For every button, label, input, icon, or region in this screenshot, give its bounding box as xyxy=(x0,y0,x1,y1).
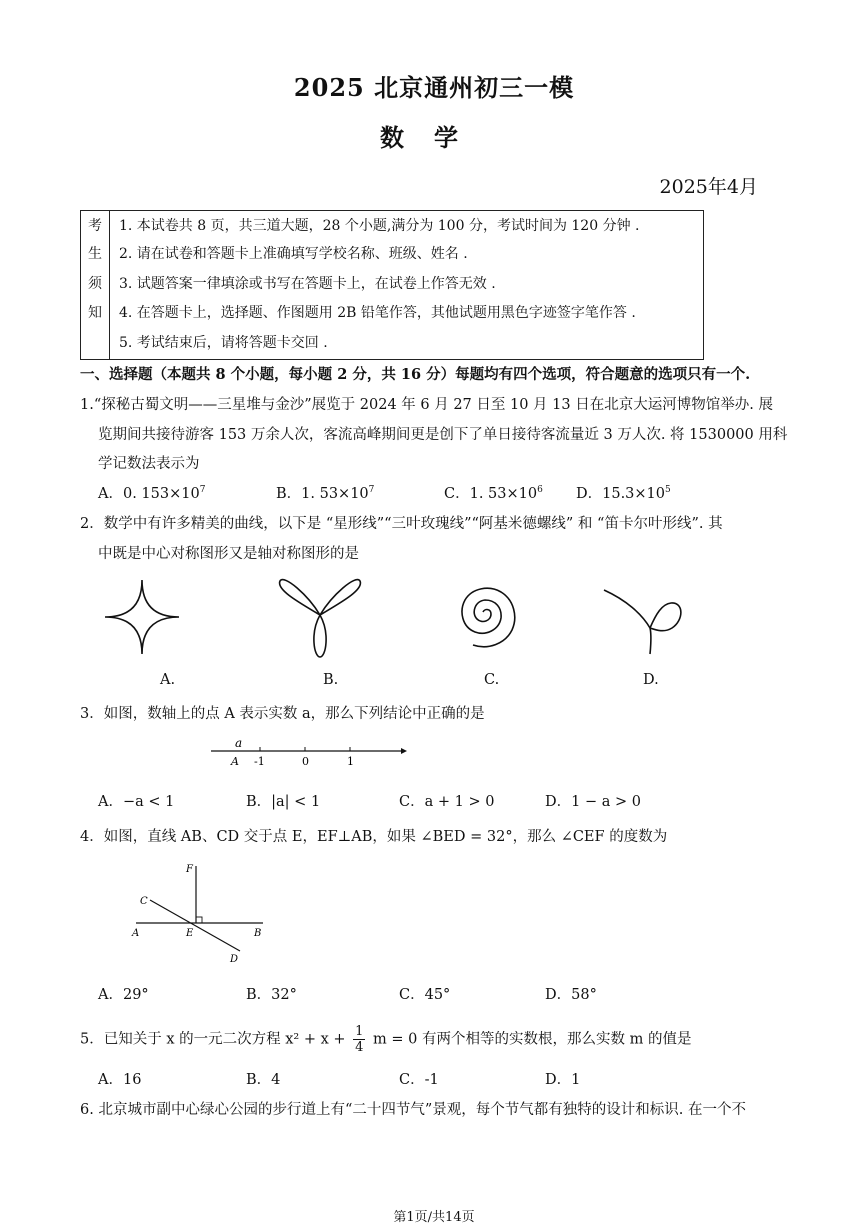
q4-line: 4．如图，直线 AB、CD 交于点 E，EF⊥AB，如果 ∠BED = 32°，那么 ∠CEF 的度数为 xyxy=(80,829,668,845)
q1-line: 学记数法表示为 xyxy=(98,456,200,472)
q5-pre: 5．已知关于 x 的一元二次方程 x² + x + xyxy=(80,1031,346,1048)
number-line-tick: 1 xyxy=(347,755,354,768)
rose-curve-figure xyxy=(270,575,370,665)
q3-option-c: C．a + 1 > 0 xyxy=(399,794,495,810)
q1-option-a-base: A．0. 153×10 xyxy=(98,486,200,502)
q2-caption-a: A. xyxy=(160,672,176,688)
notice-item: 1. 本试卷共 8 页，共三道大题，28 个小题,满分为 100 分，考试时间为 120 分钟 . xyxy=(119,218,640,234)
notice-label xyxy=(81,211,110,359)
q5-post: m = 0 有两个相等的实数根，那么实数 m 的值是 xyxy=(373,1031,692,1048)
label-e: E xyxy=(186,928,194,939)
q1-option-a-exp: 7 xyxy=(199,485,206,496)
number-line-point-a: A xyxy=(231,755,239,768)
notice-item: 3. 试题答案一律填涂或书写在答题卡上，在试卷上作答无效 . xyxy=(119,276,496,292)
label-c: C xyxy=(140,896,148,907)
notice-item: 5. 考试结束后，请将答题卡交回 . xyxy=(119,335,328,351)
q2-caption-d: D. xyxy=(643,672,659,688)
section-heading: 一、选择题（本题共 8 个小题，每小题 2 分，共 16 分）每题均有四个选项，符合题意的选项只有一个. xyxy=(80,366,751,383)
q4-option-c: C．45° xyxy=(399,987,451,1003)
q1-option-d-exp: 5 xyxy=(665,485,671,496)
q5-line xyxy=(80,1024,691,1055)
q2-caption-c: C. xyxy=(484,672,500,688)
q1-line: 1.“探秘古蜀文明——三星堆与金沙”展览于 2024 年 6 月 27 日至 10 月 13 日在北京大运河博物馆举办. 展 xyxy=(80,397,773,413)
q3-line: 3．如图，数轴上的点 A 表示实数 a，那么下列结论中正确的是 xyxy=(80,706,485,722)
label-a: A xyxy=(132,928,140,939)
number-line-tick: 0 xyxy=(302,755,309,768)
q4-option-a: A．29° xyxy=(98,987,149,1003)
number-line-figure xyxy=(205,735,410,770)
q1-option-b-exp: 7 xyxy=(368,485,375,496)
q1-option-b xyxy=(276,482,374,503)
number-line-a-label: a xyxy=(235,736,243,750)
q1-option-c-exp: 6 xyxy=(537,485,543,496)
q1-line: 览期间共接待游客 153 万余人次，客流高峰期间更是创下了单日接待客流量近 3 万人次. 将 1530000 用科 xyxy=(98,427,788,443)
intersecting-lines-figure xyxy=(128,858,273,968)
q1-option-d xyxy=(576,482,671,503)
notice-item: 2. 请在试卷和答题卡上准确填写学校名称、班级、姓名 . xyxy=(119,246,468,262)
notice-label-char: 考 xyxy=(88,218,102,234)
label-d: D xyxy=(230,954,239,965)
label-f: F xyxy=(186,864,193,875)
astroid-figure xyxy=(95,575,195,660)
q1-option-c xyxy=(444,482,543,503)
q5-fraction xyxy=(353,1024,365,1055)
spiral-figure xyxy=(438,572,533,657)
folium-figure xyxy=(598,578,693,658)
q6-line: 6. 北京城市副中心绿心公园的步行道上有“二十四节气”景观，每个节气都有独特的设计和标识. 在一个不 xyxy=(80,1102,746,1118)
q4-option-b: B．32° xyxy=(246,987,297,1003)
q2-line: 2．数学中有许多精美的曲线，以下是 “星形线”“三叶玫瑰线”“阿基米德螺线” 和 “笛卡尔叶形线”. 其 xyxy=(80,516,723,532)
number-line-tick: -1 xyxy=(254,755,265,768)
q5-option-b: B．4 xyxy=(246,1072,281,1088)
notice-box xyxy=(80,210,704,360)
q1-option-a xyxy=(98,482,205,503)
q5-option-c: C．-1 xyxy=(399,1072,439,1088)
page-footer: 第1页/共14页 xyxy=(393,1210,475,1225)
exam-title: 2025 北京通州初三一模 xyxy=(293,73,575,102)
q3-option-b: B．|a| < 1 xyxy=(246,794,321,810)
q1-option-b-base: B．1. 53×10 xyxy=(276,486,369,502)
q4-option-d: D．58° xyxy=(545,987,597,1003)
q2-line: 中既是中心对称图形又是轴对称图形的是 xyxy=(98,546,359,562)
notice-item: 4. 在答题卡上，选择题、作图题用 2B 铅笔作答，其他试题用黑色字迹签字笔作答 . xyxy=(119,305,636,321)
q1-option-d-base: D．15.3×10 xyxy=(576,486,666,502)
q5-frac-num: 1 xyxy=(355,1024,364,1039)
notice-label-char: 知 xyxy=(88,305,102,321)
exam-date: 2025年4月 xyxy=(659,176,758,198)
q2-caption-b: B. xyxy=(323,672,339,688)
label-b: B xyxy=(254,928,262,939)
subject-title: 数学 xyxy=(380,123,488,152)
q3-option-a: A．−a < 1 xyxy=(98,794,175,810)
q1-option-c-base: C．1. 53×10 xyxy=(444,486,538,502)
notice-label-char: 生 xyxy=(88,246,102,262)
q5-frac-den: 4 xyxy=(355,1040,364,1055)
q5-option-a: A．16 xyxy=(98,1072,142,1088)
q3-option-d: D．1 − a > 0 xyxy=(545,794,641,810)
notice-label-char: 须 xyxy=(88,276,102,292)
q5-option-d: D．1 xyxy=(545,1072,581,1088)
